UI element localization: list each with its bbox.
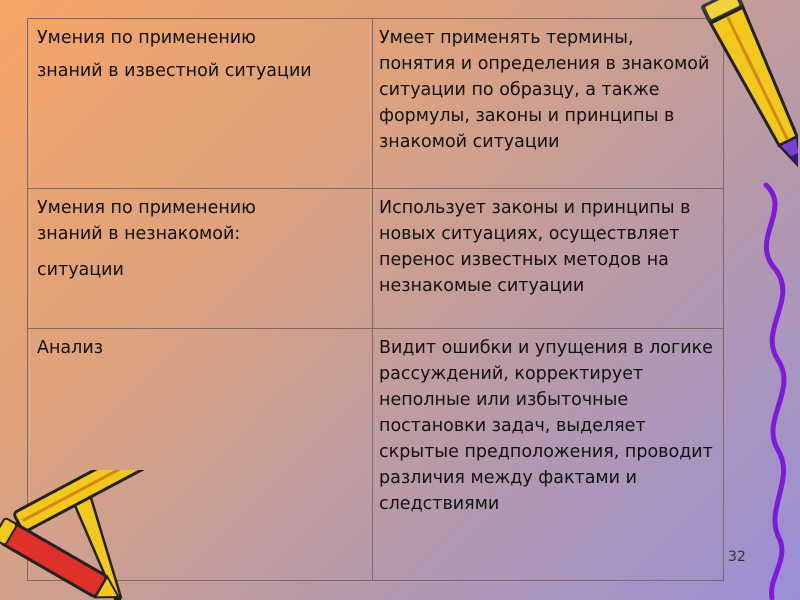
table-row <box>28 189 724 329</box>
description-cell: Использует законы и принципы в новых ситуациях, осуществляет перенос известных методов на незнакомые ситуации <box>373 189 724 329</box>
skill-cell <box>28 19 373 189</box>
skill-line: знаний в известной ситуации <box>37 61 312 81</box>
description-cell: Умеет применять термины, понятия и определения в знакомой ситуации по образцу, а также формулы, законы и принципы в знакомой ситуации <box>373 19 724 189</box>
pencils-icon <box>0 470 175 600</box>
skill-line: Умения по применению <box>37 198 256 218</box>
skill-cell <box>28 189 373 329</box>
description-cell: Видит ошибки и упущения в логике рассуждений, корректирует неполные или избыточные постановки задач, выделяет скрытые предположения, проводит различия между фактами и следствиями <box>373 329 724 581</box>
table-row <box>28 19 724 189</box>
skill-line: Умения по применению <box>37 28 256 48</box>
skill-line: знаний в незнакомой: <box>37 224 241 244</box>
page-number: 32 <box>728 549 746 565</box>
skill-line: Анализ <box>37 338 104 358</box>
skill-line: ситуации <box>37 260 124 280</box>
pencil-icon <box>648 0 798 600</box>
